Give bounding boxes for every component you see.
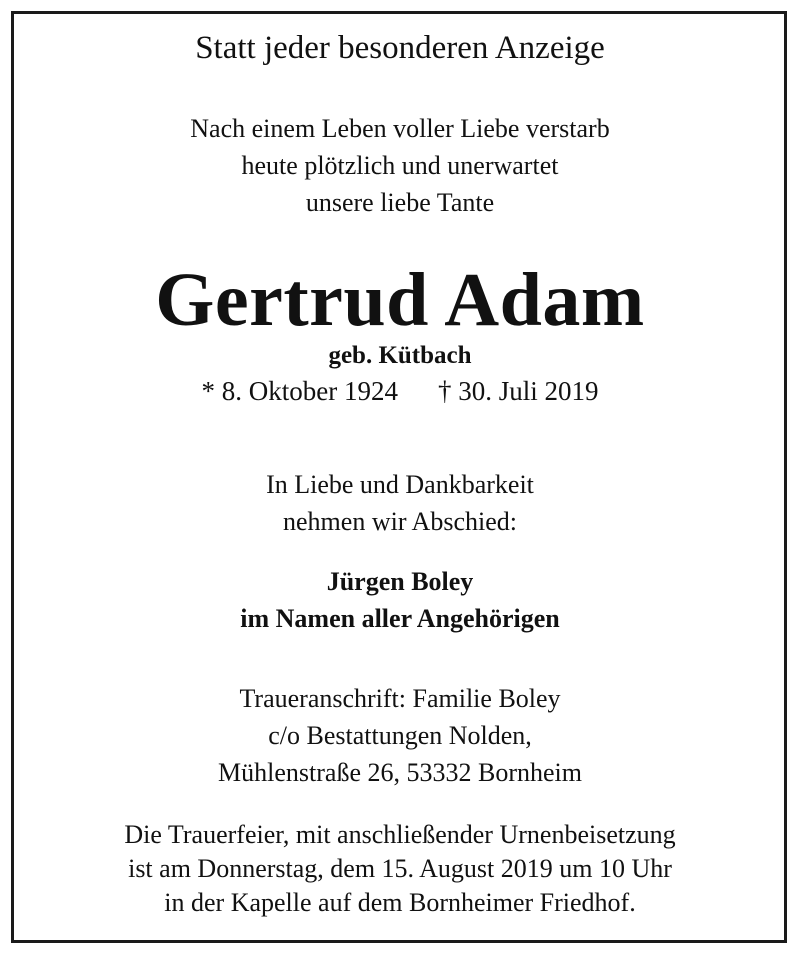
ceremony-line-2: ist am Donnerstag, dem 15. August 2019 um 10 Uhr — [128, 854, 672, 883]
intro-line-1: Nach einem Leben voller Liebe verstarb — [190, 114, 610, 143]
birth-date: * 8. Oktober 1924 — [201, 376, 398, 406]
notice-header: Statt jeder besonderen Anzeige — [195, 30, 605, 66]
ceremony-line-1: Die Trauerfeier, mit anschließender Urnenbeisetzung — [124, 820, 676, 849]
signatory-name: Jürgen Boley — [326, 567, 474, 596]
ceremony-line-3: in der Kapelle auf dem Bornheimer Friedhof. — [164, 888, 636, 917]
intro-line-3: unsere liebe Tante — [305, 188, 495, 217]
birth-name: geb. Kütbach — [328, 342, 472, 369]
address-line-1: Traueranschrift: Familie Boley — [239, 684, 561, 713]
address-line-3: Mühlenstraße 26, 53332 Bornheim — [218, 758, 582, 787]
farewell-line-1: In Liebe und Dankbarkeit — [266, 470, 534, 499]
death-date: † 30. Juli 2019 — [437, 376, 599, 406]
life-dates — [0, 378, 800, 405]
farewell-line-2: nehmen wir Abschied: — [283, 507, 517, 536]
deceased-name: Gertrud Adam — [155, 258, 645, 342]
signatory-relation: im Namen aller Angehörigen — [240, 604, 560, 633]
address-line-2: c/o Bestattungen Nolden, — [268, 721, 532, 750]
intro-line-2: heute plötzlich und unerwartet — [241, 151, 559, 180]
